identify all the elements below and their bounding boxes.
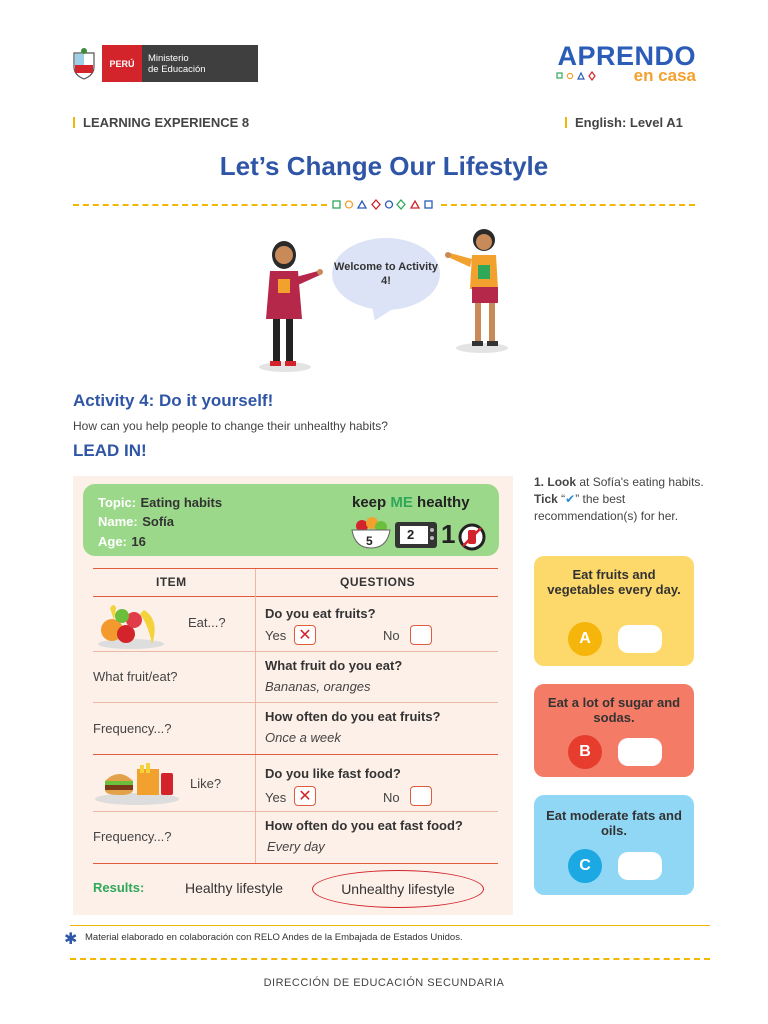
row-2-item: What fruit/eat? [93, 669, 178, 684]
row-divider [93, 702, 498, 703]
option-b-letter: B [568, 735, 602, 769]
boy-illustration-icon [442, 225, 512, 355]
row-divider [93, 651, 498, 652]
level-label: English: Level A1 [565, 115, 683, 130]
no-sugar-icon [457, 522, 487, 552]
experience-label: LEARNING EXPERIENCE 8 [73, 115, 249, 130]
row-4-yes-checkbox[interactable]: ✕ [294, 786, 316, 806]
row-1-no-label: No [383, 628, 400, 643]
tv-icon [394, 520, 438, 552]
badge-10-one: 1 [441, 519, 456, 549]
row-2-question: What fruit do you eat? [265, 658, 403, 673]
topic-label: Topic: [98, 495, 137, 510]
row-4-yes-label: Yes [265, 790, 287, 805]
table-bottom-line [93, 863, 498, 864]
unhealthy-lifestyle-option[interactable]: Unhealthy lifestyle [312, 870, 484, 908]
column-header-questions: QUESTIONS [340, 575, 416, 589]
age-value: 16 [131, 534, 146, 549]
brand-shapes-icon [556, 71, 606, 81]
option-c-text: Eat moderate fats and oils. [546, 808, 682, 838]
brand-bottom: en casa [633, 66, 696, 85]
government-logo [70, 45, 258, 82]
aprendo-en-casa-logo [556, 42, 696, 84]
row-1-yes-label: Yes [265, 628, 287, 643]
option-b-card[interactable] [534, 684, 694, 777]
activity-question: How can you help people to change their unhealthy habits? [73, 419, 388, 433]
option-a-letter: A [568, 622, 602, 656]
option-c-letter: C [568, 849, 602, 883]
table-top-line [93, 568, 498, 569]
row-5-answer: Every day [267, 839, 325, 854]
option-a-answer-box[interactable] [618, 625, 662, 653]
option-c-card[interactable] [534, 795, 694, 895]
lead-in-heading: LEAD IN! [73, 441, 147, 460]
activity-title: Activity 4: Do it yourself! [73, 391, 274, 410]
topic-value: Eating habits [140, 495, 223, 510]
brand-top: APRENDO [557, 41, 696, 71]
speech-bubble: Welcome to Activity 4! [332, 238, 440, 310]
option-b-text: Eat a lot of sugar and sodas. [547, 695, 681, 725]
topic-row [98, 494, 222, 512]
results-label: Results: [93, 880, 145, 895]
footnote: Material elaborado en colaboración con RELO Andes de la Embajada de Estados Unidos. [85, 932, 463, 943]
row-divider [93, 811, 498, 812]
name-label: Name: [98, 514, 138, 529]
name-value: Sofía [142, 514, 174, 529]
option-a-text: Eat fruits and vegetables every day. [547, 567, 681, 597]
peru-label: PERÚ [102, 45, 142, 82]
row-1-question: Do you eat fruits? [265, 606, 376, 621]
row-divider-strong [93, 754, 498, 755]
peru-shield-icon [70, 47, 98, 81]
footer-text: DIRECCIÓN DE EDUCACIÓN SECUNDARIA [263, 977, 505, 989]
row-5-item: Frequency...? [93, 829, 172, 844]
age-label: Age: [98, 534, 127, 549]
footer-line [70, 925, 710, 926]
asterisk-icon: ✱ [64, 931, 78, 948]
divider-right [441, 204, 695, 206]
tick-icon: ✔ [565, 492, 576, 506]
row-3-item: Frequency...? [93, 721, 172, 736]
name-row [98, 513, 174, 531]
ministry-label: Ministerio de Educación [142, 45, 258, 82]
age-row [98, 533, 146, 551]
row-4-item: Like? [190, 776, 222, 791]
yellow-bar [73, 117, 75, 128]
healthy-lifestyle-option[interactable]: Healthy lifestyle [185, 880, 284, 896]
badge-2: 2 [407, 527, 415, 542]
row-1-no-checkbox[interactable] [410, 625, 432, 645]
row-4-no-checkbox[interactable] [410, 786, 432, 806]
badge-5: 5 [366, 534, 373, 548]
table-header-line [93, 596, 498, 597]
fast-food-icon [93, 759, 181, 807]
row-2-answer: Bananas, oranges [265, 679, 371, 694]
row-1-yes-checkbox[interactable]: ✕ [294, 625, 316, 645]
page-title: Let’s Change Our Lifestyle [219, 151, 549, 181]
row-3-answer: Once a week [265, 730, 341, 745]
girl-illustration-icon [250, 235, 330, 375]
divider-left [73, 204, 327, 206]
column-header-item: ITEM [156, 575, 187, 589]
option-c-answer-box[interactable] [618, 852, 662, 880]
row-4-no-label: No [383, 790, 400, 805]
option-b-answer-box[interactable] [618, 738, 662, 766]
row-3-question: How often do you eat fruits? [265, 709, 441, 724]
yellow-bar [565, 117, 567, 128]
row-1-item: Eat...? [188, 615, 226, 630]
row-5-question: How often do you eat fast food? [265, 818, 463, 833]
table-column-divider [255, 569, 256, 863]
instructions: 1. Look at Sofía's eating habits. Tick “✔” the best recommendation(s) for her. [534, 475, 704, 523]
row-4-question: Do you like fast food? [265, 766, 401, 781]
keep-me-healthy-label: keep ME healthy [352, 494, 470, 511]
footer-dashed-line [70, 958, 710, 960]
option-a-card[interactable] [534, 556, 694, 666]
fruits-icon [96, 600, 166, 650]
decor-shapes-icon [331, 198, 437, 212]
